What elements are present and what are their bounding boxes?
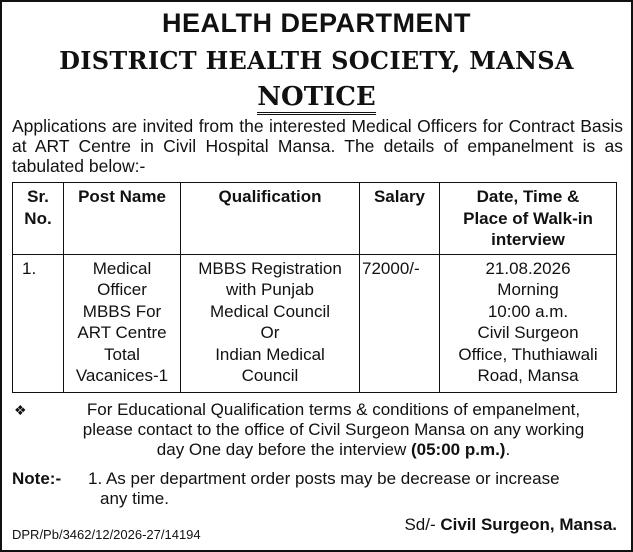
header-sr-line1: Sr.: [27, 187, 49, 206]
header-salary: Salary: [360, 183, 440, 255]
header-sr-no: [13, 183, 64, 255]
header-sr-line2: No.: [24, 208, 52, 228]
post-line: Medical: [92, 258, 152, 278]
signature-prefix: Sd/-: [404, 515, 441, 534]
society-heading: DISTRICT HEALTH SOCIETY, MANSA: [59, 46, 574, 75]
header-post-name: Post Name: [64, 183, 181, 255]
note-section: [12, 469, 623, 509]
post-line: Total: [104, 344, 140, 364]
cell-interview-details: [440, 254, 617, 392]
qualification-line: Council: [241, 366, 299, 385]
bullet-time: (05:00 p.m.): [410, 440, 506, 459]
header-date-line3: interview: [491, 230, 565, 249]
signature-name: Civil Surgeon, Mansa.: [440, 515, 617, 534]
qualification-line: with Punjab: [226, 280, 314, 299]
details-line: 21.08.2026: [485, 258, 571, 278]
bullet-line-suffix: .: [505, 440, 511, 459]
bullet-line: For Educational Qualification terms & conditions of empanelment,: [86, 400, 581, 419]
notice-title-text: NOTICE: [257, 82, 375, 115]
intro-paragraph: Applications are invited from the interested Medical Officers for Contract Basis at ART Centre in Civil Hospital Mansa. The details of empanelment is as tabulated below:-: [12, 116, 623, 176]
notice-title: [2, 82, 631, 112]
header-date-line2: Place of Walk-in: [463, 208, 593, 228]
bullet-line: please contact to the office of Civil Surgeon Mansa on any working: [82, 420, 585, 439]
details-line: Road, Mansa: [477, 366, 579, 385]
post-line: ART Centre: [77, 323, 167, 342]
qualification-line: Indian Medical: [215, 344, 325, 364]
note-line: 1. As per department order posts may be decrease or increase: [88, 469, 560, 488]
note-text: [88, 469, 623, 509]
qualification-line: Medical Council: [210, 301, 330, 321]
qualification-line: Or: [260, 323, 280, 342]
cell-sr: 1.: [13, 254, 64, 392]
post-line: Officer: [97, 280, 147, 299]
dpr-reference: DPR/Pb/3462/12/2026-27/14194: [12, 527, 201, 542]
bullet-line-prefix: day One day before the interview: [156, 440, 411, 459]
table-header-row: [13, 183, 617, 255]
details-line: 10:00 a.m.: [487, 301, 569, 321]
bullet-text: [44, 400, 623, 460]
details-line: Office, Thuthiawali: [458, 344, 598, 364]
header-date-time-place: [440, 183, 617, 255]
diamond-bullet-icon: ❖: [14, 402, 27, 418]
table-row: [13, 254, 617, 392]
qualification-line: MBBS Registration: [198, 258, 342, 278]
post-line: MBBS For: [82, 301, 162, 321]
vacancy-table: [12, 182, 617, 393]
note-label: Note:-: [12, 469, 62, 488]
cell-qualification: [181, 254, 360, 392]
header-date-line1: Date, Time &: [476, 187, 580, 206]
signature: [404, 515, 617, 535]
post-line: Vacanices-1: [75, 366, 169, 385]
note-line: any time.: [100, 489, 169, 508]
cell-salary: 72000/-: [360, 254, 440, 392]
qualification-terms-bullet: [12, 400, 623, 460]
department-heading: HEALTH DEPARTMENT: [162, 8, 471, 38]
header-qualification: Qualification: [181, 183, 360, 255]
details-line: Morning: [497, 280, 559, 299]
cell-post-name: [64, 254, 181, 392]
details-line: Civil Surgeon: [477, 323, 579, 342]
